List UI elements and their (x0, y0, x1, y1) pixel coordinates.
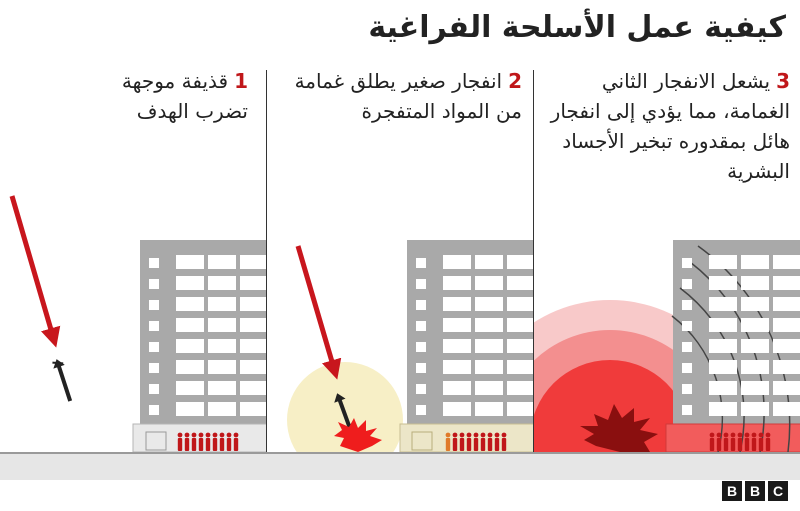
bbc-logo-letter-3: C (768, 481, 788, 501)
people-group-1 (178, 433, 239, 451)
step-1-number: 1 (234, 69, 248, 93)
ground-strip (0, 452, 800, 480)
people-group-3 (710, 433, 771, 451)
people-group-2 (446, 433, 507, 451)
bbc-logo-letter-2: B (745, 481, 765, 501)
step-1-text: قذيفة موجهة تضرب الهدف (121, 69, 248, 123)
step-2-number: 2 (508, 69, 522, 93)
panel-1 (12, 196, 270, 452)
step-3-text: يشعل الانفجار الثاني الغمامة، مما يؤدي إلى انفجار هائل بمقدوره تبخير الأجساد البشرية (550, 69, 790, 183)
missile-icon (51, 357, 76, 403)
missile-trajectory-arrow-2 (298, 246, 335, 372)
diagram-title: كيفية عمل الأسلحة الفراغية (368, 10, 786, 45)
bbc-logo-letter-1: B (722, 481, 742, 501)
missile-trajectory-arrow (12, 196, 54, 340)
bbc-logo (722, 481, 788, 501)
step-3-number: 3 (776, 69, 790, 93)
panel-2 (287, 240, 537, 452)
step-2-text: انفجار صغير يطلق غمامة من المواد المتفجرة (294, 69, 522, 123)
